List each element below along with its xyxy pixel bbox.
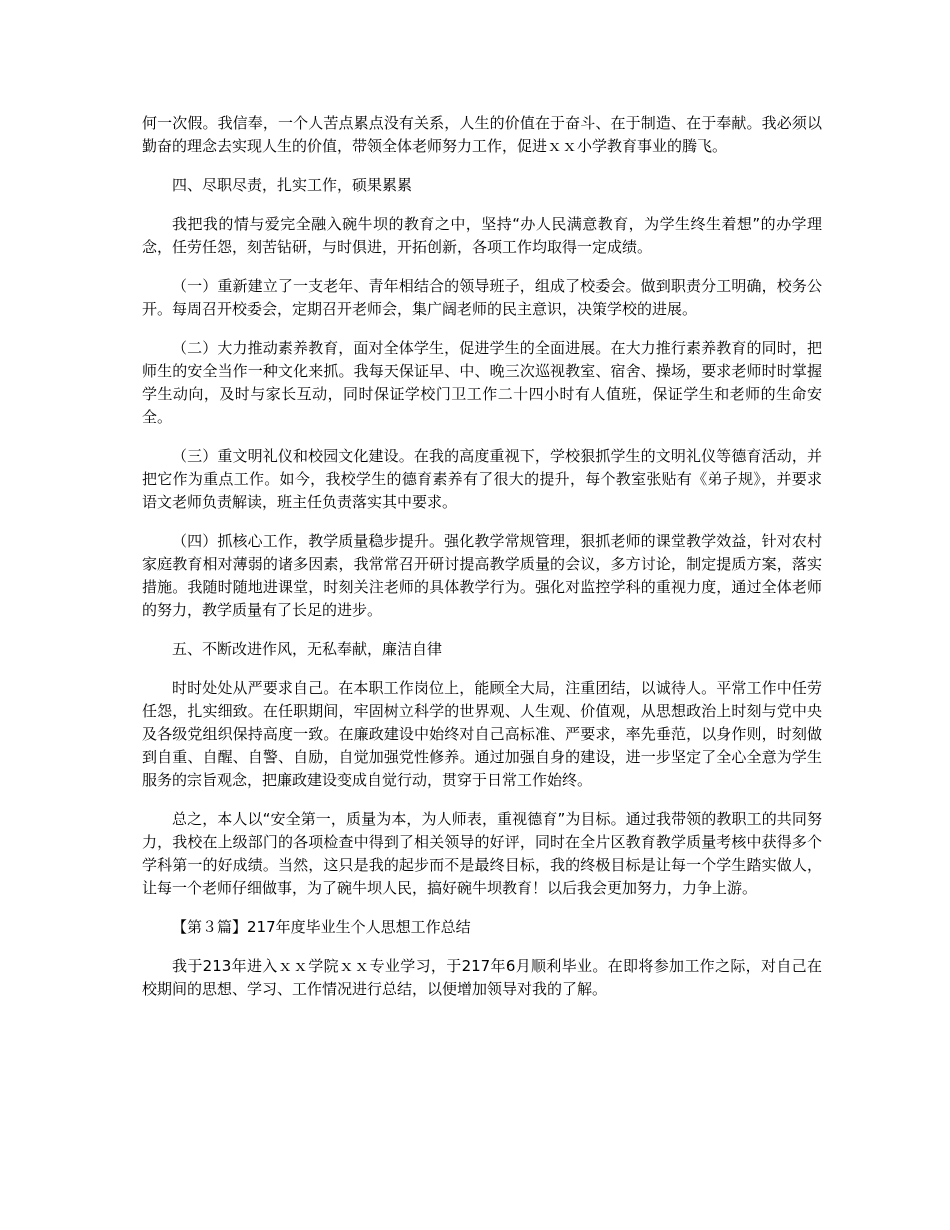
section-heading-4: 四、尽职尽责，扎实工作，硕果累累 [172, 176, 413, 194]
paragraph-section-5-body: 时时处处从严要求自己。在本职工作岗位上，能顾全大局，注重团结，以诚待人。平常工作中任劳任怨，扎实细致。在任职期间，牢固树立科学的世界观、人生观、价值观，从思想政治上时刻与党中央及各级党组织保持高度一致。在廉政建设中始终对自己高标准、严要求，率先垂范，以身作则，时刻做到自重、自醒、自警、自励，自觉加强党性修养。通过加强自身的建设，进一步坚定了全心全意为学生服务的宗旨观念，把廉政建设变成自觉行动，贯穿于日常工作始终。 [142, 679, 822, 789]
section-heading-5: 五、不断改进作风，无私奉献，廉洁自律 [172, 640, 443, 658]
paragraph-item-4: （四）抓核心工作，教学质量稳步提升。强化教学常规管理，狠抓老师的课堂教学效益，针对农村家庭教育相对薄弱的诸多因素，我常常召开研讨提高教学质量的会议，多方讨论，制定提质方案，落实措施。我随时随地进课堂，时刻关注老师的具体教学行为。强化对监控学科的重视力度，通过全体老师的努力，教学质量有了长足的进步。 [142, 532, 822, 619]
paragraph-conclusion: 总之，本人以“安全第一，质量为本，为人师表，重视德育”为目标。通过我带领的教职工的共同努力，我校在上级部门的各项检查中得到了相关领导的好评，同时在全片区教育教学质量考核中获得多个学科第一的好成绩。当然，这只是我的起步而不是最终目标，我的终极目标是让每一个学生踏实做人，让每一个老师仔细做事，为了碗牛坝人民，搞好碗牛坝教育！以后我会更加努力，力争上游。 [142, 810, 822, 897]
article-3-title: 【第３篇】217年度毕业生个人思想工作总结 [172, 918, 471, 936]
paragraph-section-4-intro: 我把我的情与爱完全融入碗牛坝的教育之中，坚持“办人民满意教育，为学生终生着想”的办学理念，任劳任怨，刻苦钻研，与时俱进，开拓创新，各项工作均取得一定成绩。 [142, 215, 822, 256]
document-page [142, 112, 822, 1017]
paragraph-item-2: （二）大力推动素养教育，面对全体学生，促进学生的全面进展。在大力推行素养教育的同时，把师生的安全当作一种文化来抓。我每天保证早、中、晚三次巡视教室、宿舍、操场，要求老师时时掌握学生动向，及时与家长互动，同时保证学校门卫工作二十四小时有人值班，保证学生和老师的生命安全。 [142, 339, 822, 426]
paragraph-article-3-intro: 我于213年进入ｘｘ学院ｘｘ专业学习，于217年6月顺利毕业。在即将参加工作之际，对自己在校期间的思想、学习、工作情况进行总结，以便增加领导对我的了解。 [142, 957, 822, 998]
paragraph-item-3: （三）重文明礼仪和校园文化建设。在我的高度重视下，学校狠抓学生的文明礼仪等德育活动，并把它作为重点工作。如今，我校学生的德育素养有了很大的提升，每个教室张贴有《弟子规》，并要求语文老师负责解读，班主任负责落实其中要求。 [142, 447, 822, 511]
paragraph-item-1: （一）重新建立了一支老年、青年相结合的领导班子，组成了校委会。做到职责分工明确，校务公开。每周召开校委会，定期召开老师会，集广阔老师的民主意识，决策学校的进展。 [142, 277, 822, 318]
paragraph-intro-continuation: 何一次假。我信奉，一个人苦点累点没有关系，人生的价值在于奋斗、在于制造、在于奉献。我必须以勤奋的理念去实现人生的价值，带领全体老师努力工作，促进ｘｘ小学教育事业的腾飞。 [142, 114, 822, 155]
